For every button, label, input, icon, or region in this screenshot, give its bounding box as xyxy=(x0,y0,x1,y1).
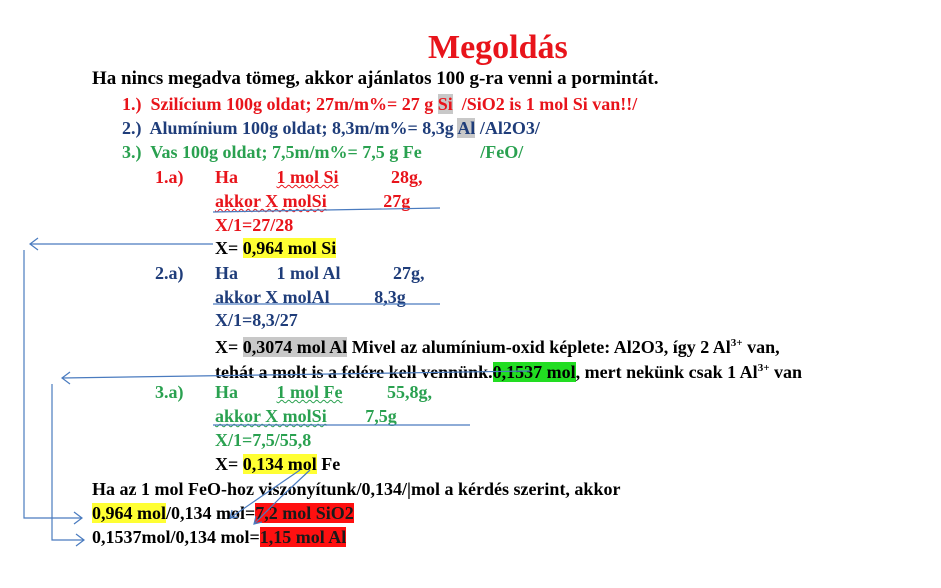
calc-word: akkor X molAl xyxy=(215,287,330,307)
item-note: /FeO/ xyxy=(480,142,524,162)
x-label: X= xyxy=(215,337,239,357)
explanation-2: tehát a molt is a felére kell vennünk. xyxy=(215,362,493,382)
connector-al-vertical xyxy=(52,384,84,540)
calc3-row1 xyxy=(215,381,432,403)
calc1-row2 xyxy=(215,190,410,212)
conclusion-line-1: Ha az 1 mol FeO-hoz viszonyítunk/0,134/|mol a kérdés szerint, akkor xyxy=(92,479,621,499)
calc-word: Ha xyxy=(215,263,239,283)
value-si: 0,964 mol xyxy=(92,503,166,523)
item-aluminium xyxy=(122,117,540,139)
arrow-si-end xyxy=(74,512,82,524)
calc-mass: 27g, xyxy=(393,263,425,283)
explanation-1: Mivel az alumínium-oxid képlete: Al2O3, így 2 Al xyxy=(351,337,731,357)
explanation-2-end: van xyxy=(769,362,802,382)
item-text: Vas 100g oldat; 7,5m/m%= 7,5 g Fe xyxy=(150,142,422,162)
result-fe-suffix: Fe xyxy=(316,454,341,474)
page-title: Megoldás xyxy=(428,29,568,66)
connector-si-vertical xyxy=(24,250,82,518)
result-si: 0,964 mol Si xyxy=(242,238,337,258)
calc-amount: 1 mol Al xyxy=(276,263,341,283)
calc-mass: 28g, xyxy=(391,167,423,187)
calc-mass: 8,3g xyxy=(374,287,406,307)
calc1-result xyxy=(215,237,336,259)
calc-word: akkor X molSi xyxy=(215,191,327,211)
item-iron xyxy=(122,141,523,163)
result-al: 0,3074 mol Al xyxy=(242,337,348,357)
calc-label: 3.a) xyxy=(155,382,184,402)
arrow-si-head xyxy=(30,238,38,250)
item-number: 3.) xyxy=(122,142,142,162)
item-note: /Al2O3/ xyxy=(479,118,540,138)
calc-amount: 1 mol Si xyxy=(276,167,339,187)
arrow-al-end xyxy=(76,534,84,546)
explanation-1-end: van, xyxy=(742,337,780,357)
result-al-half: 0,1537 mol xyxy=(492,362,576,382)
calc-mass: 55,8g, xyxy=(387,382,432,402)
arrow-al-head xyxy=(62,372,70,384)
calc-label: 1.a) xyxy=(155,167,184,187)
calc3-row2 xyxy=(215,405,397,427)
result-sio2: 7,2 mol SiO2 xyxy=(255,503,354,523)
calc-mass: 27g xyxy=(383,191,411,211)
highlight-si: Si xyxy=(437,94,453,114)
calc2-result xyxy=(215,332,780,358)
conclusion-line-3 xyxy=(92,526,346,548)
x-label: X= xyxy=(215,454,239,474)
calc3-ratio: X/1=7,5/55,8 xyxy=(215,430,312,450)
intro-text: Ha nincs megadva tömeg, akkor ajánlatos 100 g-ra venni a pormintát. xyxy=(92,68,659,89)
item-text: Szilícium 100g oldat; 27m/m%= 27 g xyxy=(150,94,434,114)
conclusion-line-2 xyxy=(92,502,354,524)
calc-word: akkor X molSi xyxy=(215,406,327,426)
result-al-ratio: 1,15 mol Al xyxy=(259,527,347,547)
division: /0,134 mol= xyxy=(166,503,256,523)
x-label: X= xyxy=(215,238,239,258)
explanation-2-mid: , mert nekünk csak 1 Al xyxy=(575,362,758,382)
charge-sup: 3+ xyxy=(757,362,770,374)
division: 0,1537mol/0,134 mol= xyxy=(92,527,260,547)
item-silicon xyxy=(122,93,637,115)
calc-word: Ha xyxy=(215,382,239,402)
calc-mass: 7,5g xyxy=(365,406,397,426)
item-text: Alumínium 100g oldat; 8,3m/m%= 8,3g xyxy=(149,118,454,138)
result-fe: 0,134 mol xyxy=(242,454,317,474)
item-note: /SiO2 is 1 mol Si van!!/ xyxy=(461,94,638,114)
calc1-ratio: X/1=27/28 xyxy=(215,215,294,235)
highlight-al: Al xyxy=(457,118,476,138)
item-number: 2.) xyxy=(122,118,142,138)
calc1-row1 xyxy=(215,166,423,188)
calc-word: Ha xyxy=(215,167,239,187)
calc2-row2 xyxy=(215,286,406,308)
item-number: 1.) xyxy=(122,94,142,114)
calc2-ratio: X/1=8,3/27 xyxy=(215,310,298,330)
calc3-result xyxy=(215,453,340,475)
charge-sup: 3+ xyxy=(730,337,743,349)
calc-amount: 1 mol Fe xyxy=(276,382,343,402)
calc-label: 2.a) xyxy=(155,263,184,283)
calc2-explanation xyxy=(215,357,802,383)
calc2-row1 xyxy=(215,262,425,284)
